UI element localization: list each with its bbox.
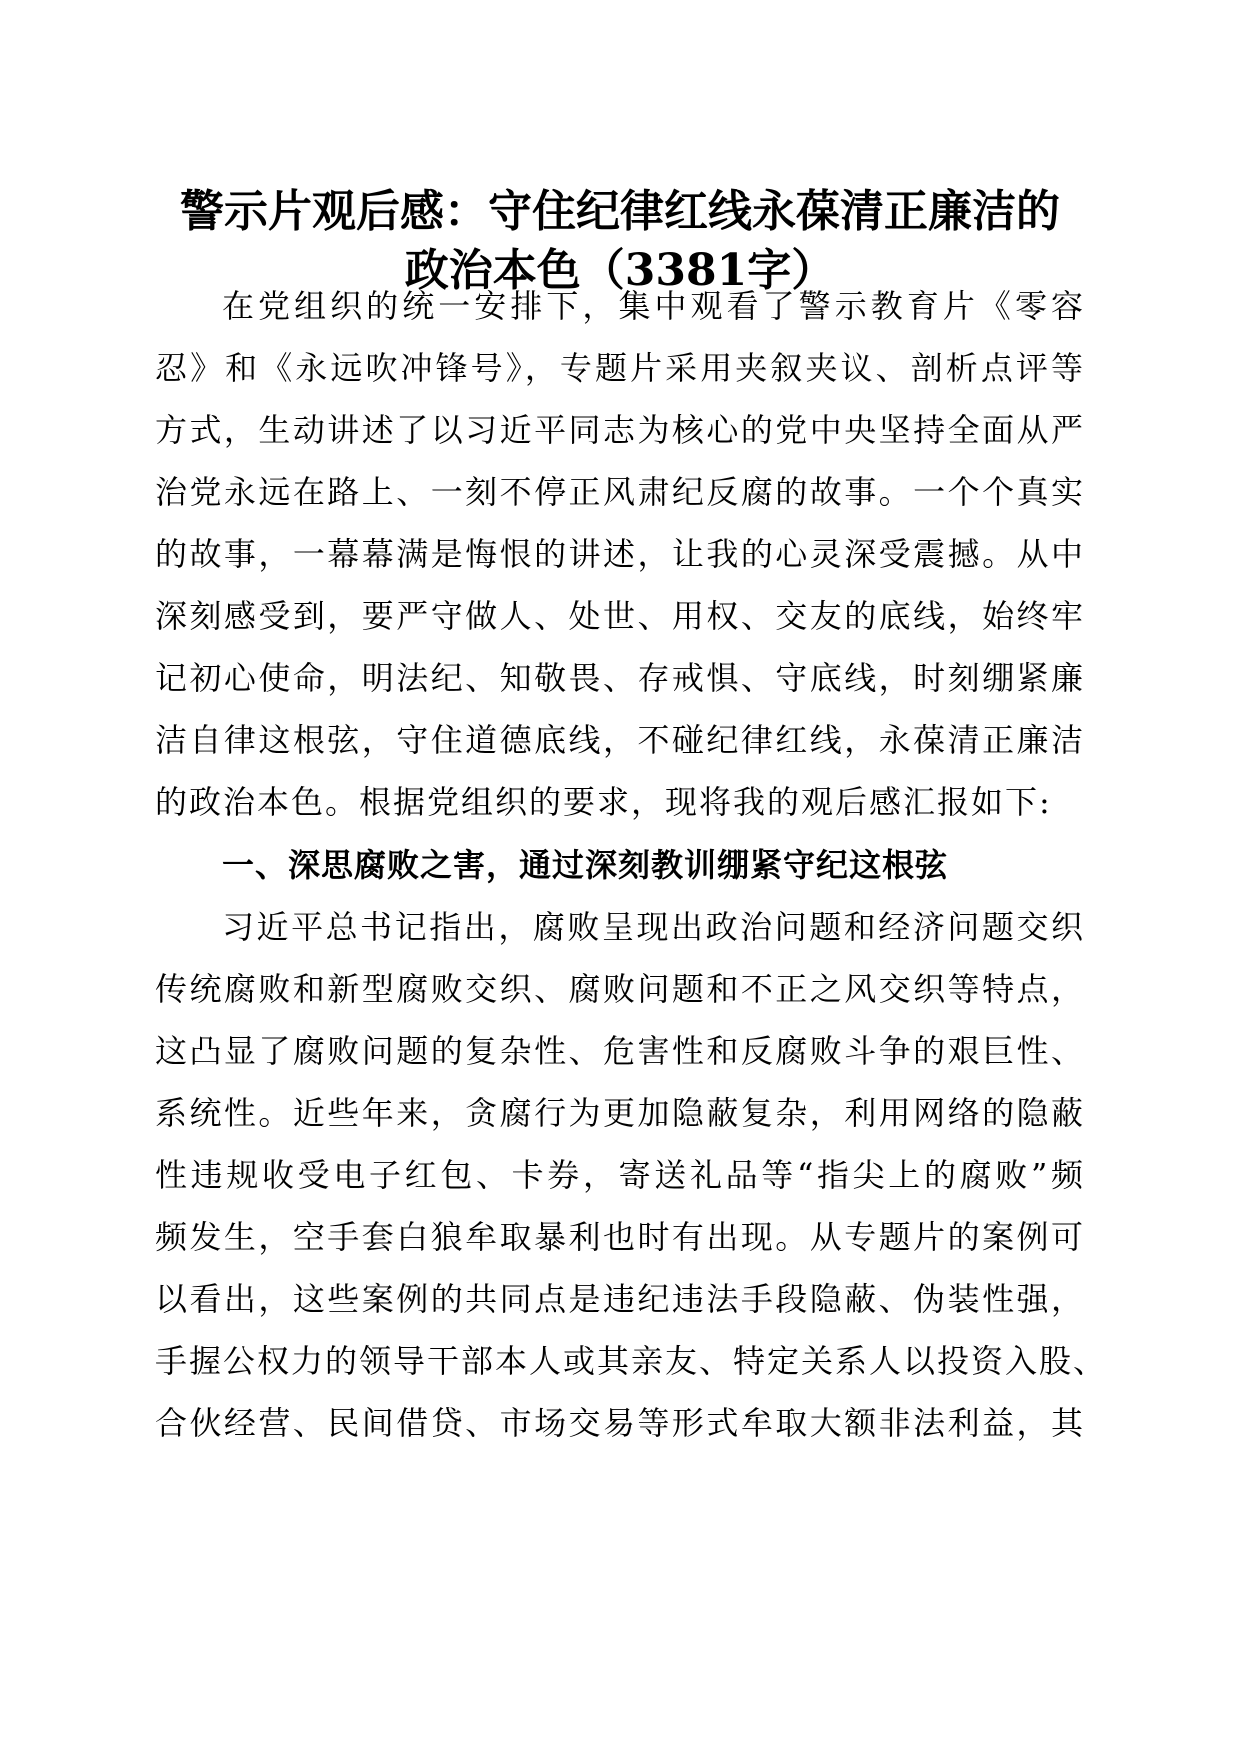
- body-line: 深刻感受到，要严守做人、处世、用权、交友的底线，始终牢: [155, 597, 1085, 635]
- body-line: 洁自律这根弦，守住道德底线，不碰纪律红线，永葆清正廉洁: [155, 721, 1085, 759]
- body-line: 治党永远在路上、一刻不停正风肃纪反腐的故事。一个个真实: [155, 473, 1085, 511]
- document-title-line-1: 警示片观后感：守住纪律红线永葆清正廉洁的: [180, 186, 1060, 237]
- body-line: 的政治本色。根据党组织的要求，现将我的观后感汇报如下:: [155, 783, 1052, 821]
- body-line: 记初心使命，明法纪、知敬畏、存戒惧、守底线，时刻绷紧廉: [155, 659, 1085, 697]
- body-line: 方式，生动讲述了以习近平同志为核心的党中央坚持全面从严: [155, 411, 1085, 449]
- section-heading-1: 一、深思腐败之害，通过深刻教训绷紧守纪这根弦: [222, 846, 949, 884]
- body-line: 系统性。近些年来，贪腐行为更加隐蔽复杂，利用网络的隐蔽: [155, 1094, 1085, 1132]
- body-line: 手握公权力的领导干部本人或其亲友、特定关系人以投资入股、: [155, 1342, 1108, 1380]
- body-line: 忍》和《永远吹冲锋号》，专题片采用夹叙夹议、剖析点评等: [155, 349, 1085, 387]
- body-line: 传统腐败和新型腐败交织、腐败问题和不正之风交织等特点，: [155, 970, 1085, 1008]
- body-line: 这凸显了腐败问题的复杂性、危害性和反腐败斗争的艰巨性、: [155, 1032, 1085, 1070]
- body-line: 频发生，空手套白狼牟取暴利也时有出现。从专题片的案例可: [155, 1218, 1085, 1256]
- body-line: 习近平总书记指出，腐败呈现出政治问题和经济问题交织: [222, 908, 1085, 946]
- body-line: 在党组织的统一安排下，集中观看了警示教育片《零容: [222, 287, 1085, 325]
- body-line: 以看出，这些案例的共同点是违纪违法手段隐蔽、伪装性强，: [155, 1280, 1085, 1318]
- document-title-line-2: 政治本色（3381字）: [404, 245, 836, 296]
- body-line: 合伙经营、民间借贷、市场交易等形式牟取大额非法利益，其: [155, 1404, 1085, 1442]
- body-line: 性违规收受电子红包、卡券，寄送礼品等“指尖上的腐败”频: [155, 1156, 1085, 1194]
- body-line: 的故事，一幕幕满是悔恨的讲述，让我的心灵深受震撼。从中: [155, 535, 1085, 573]
